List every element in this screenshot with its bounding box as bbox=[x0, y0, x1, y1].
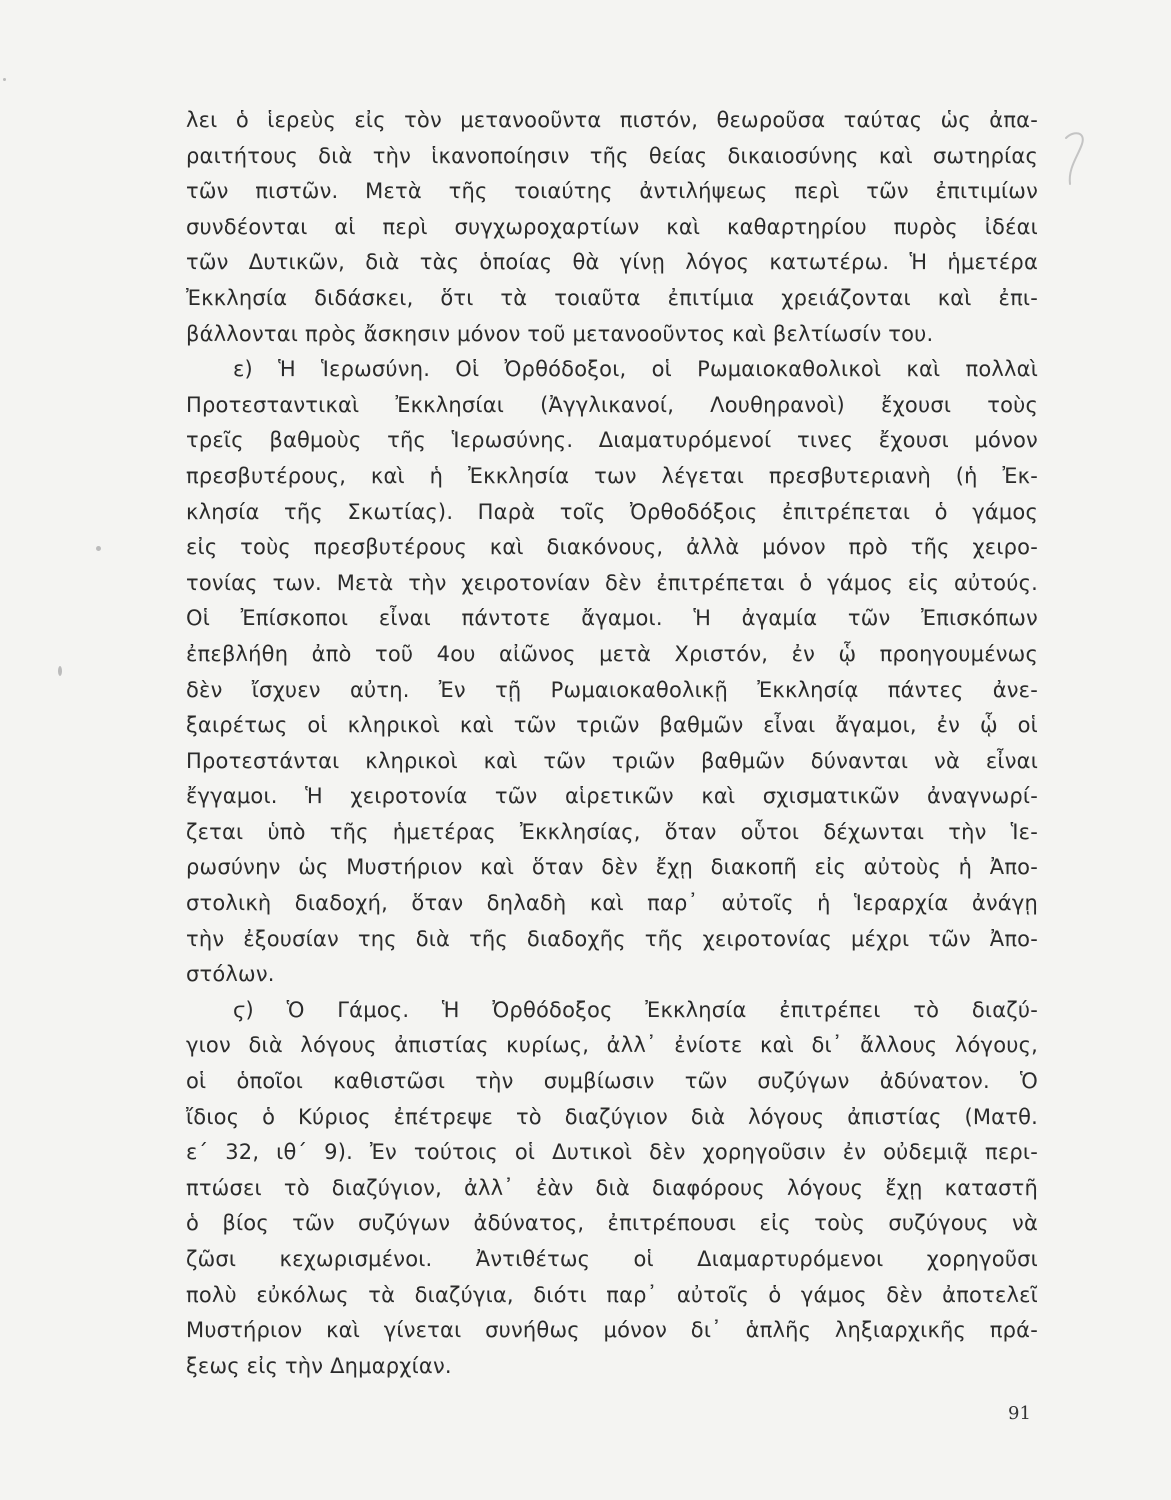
text-line: δὲν ἴσχυεν αὐτη. Ἐν τῇ Ρωμαιοκαθολικῇ Ἐκκλησίᾳ πάντες ἀνε- bbox=[186, 677, 1038, 702]
text-line: Μυστήριον καὶ γίνεται συνήθως μόνον δι᾽ ἁπλῆς ληξιαρχικῆς πρά- bbox=[186, 1318, 1038, 1343]
text-line: βάλλονται πρὸς ἄσκησιν μόνον τοῦ μετανοοῦντος καὶ βελτίωσίν του. bbox=[186, 321, 934, 346]
text-line: στόλων. bbox=[186, 962, 275, 987]
text-line: τῶν Δυτικῶν, διὰ τὰς ὁποίας θὰ γίνῃ λόγος κατωτέρω. Ἡ ἡμετέρα bbox=[186, 250, 1038, 275]
text-line: ξαιρέτως οἱ κληρικοὶ καὶ τῶν τριῶν βαθμῶν εἶναι ἄγαμοι, ἐν ᾧ οἱ bbox=[186, 713, 1038, 738]
text-line: ἴδιος ὁ Κύριος ἐπέτρεψε τὸ διαζύγιον διὰ λόγους ἀπιστίας (Ματθ. bbox=[186, 1104, 1038, 1129]
text-line: γιον διὰ λόγους ἀπιστίας κυρίως, ἀλλ᾽ ἐνίοτε καὶ δι᾽ ἄλλους λόγους, bbox=[186, 1033, 1038, 1058]
text-line: Ἐκκλησία διδάσκει, ὅτι τὰ τοιαῦτα ἐπιτίμια χρειάζονται καὶ ἐπι- bbox=[186, 285, 1038, 310]
text-line: κλησία τῆς Σκωτίας). Παρὰ τοῖς Ὀρθοδόξοις ἐπιτρέπεται ὁ γάμος bbox=[186, 499, 1038, 524]
text-line: συνδέονται αἱ περὶ συγχωροχαρτίων καὶ καθαρτηρίου πυρὸς ἰδέαι bbox=[186, 214, 1038, 239]
text-line: Οἱ Ἐπίσκοποι εἶναι πάντοτε ἄγαμοι. Ἡ ἀγαμία τῶν Ἐπισκόπων bbox=[186, 606, 1038, 631]
paper-speck bbox=[96, 546, 101, 551]
text-line: τῶν πιστῶν. Μετὰ τῆς τοιαύτης ἀντιλήψεως περὶ τῶν ἐπιτιμίων bbox=[186, 179, 1038, 204]
text-line: πρεσβυτέρους, καὶ ἡ Ἐκκλησία των λέγεται πρεσβυτεριανὴ (ἡ Ἐκ- bbox=[186, 463, 1038, 488]
text-line: Προτεσταντικαὶ Ἐκκλησίαι (Ἀγγλικανοί, Λουθηρανοὶ) ἔχουσι τοὺς bbox=[186, 392, 1038, 417]
text-line: πτώσει τὸ διαζύγιον, ἀλλ᾽ ἐὰν διὰ διαφόρους λόγους ἔχῃ καταστῆ bbox=[186, 1175, 1038, 1200]
text-line: τρεῖς βαθμοὺς τῆς Ἱερωσύνης. Διαματυρόμενοί τινες ἔχουσι μόνον bbox=[186, 428, 1038, 453]
text-line: οἱ ὁποῖοι καθιστῶσι τὴν συμβίωσιν τῶν συζύγων ἀδύνατον. Ὁ bbox=[186, 1069, 1038, 1094]
text-line: πολὺ εὐκόλως τὰ διαζύγια, διότι παρ᾽ αὐτοῖς ὁ γάμος δὲν ἀποτελεῖ bbox=[186, 1282, 1038, 1307]
text-line: ὁ βίος τῶν συζύγων ἀδύνατος, ἐπιτρέπουσι εἰς τοὺς συζύγους νὰ bbox=[186, 1211, 1038, 1236]
text-line: εἰς τοὺς πρεσβυτέρους καὶ διακόνους, ἀλλὰ μόνον πρὸ τῆς χειρο- bbox=[186, 535, 1038, 560]
section-heading-line: ϛ) Ὁ Γάμος. Ἡ Ὀρθόδοξος Ἐκκλησία ἐπιτρέπει τὸ διαζύ- bbox=[233, 997, 1038, 1022]
text-line: λει ὁ ἱερεὺς εἰς τὸν μετανοοῦντα πιστόν, θεωροῦσα ταύτας ὡς ἀπα- bbox=[186, 108, 1038, 132]
paper-speck bbox=[3, 78, 6, 81]
text-line: τὴν ἐξουσίαν της διὰ τῆς διαδοχῆς τῆς χειροτονίας μέχρι τῶν Ἀπο- bbox=[186, 926, 1038, 951]
pencil-margin-mark bbox=[1060, 128, 1094, 188]
text-line: ἔγγαμοι. Ἡ χειροτονία τῶν αἱρετικῶν καὶ σχισματικῶν ἀναγνωρί- bbox=[186, 784, 1038, 809]
section-heading-line: ε) Ἡ Ἱερωσύνη. Οἱ Ὀρθόδοξοι, οἱ Ρωμαιοκαθολικοὶ καὶ πολλαὶ bbox=[233, 357, 1038, 382]
text-line: ζῶσι κεχωρισμένοι. Ἀντιθέτως οἱ Διαμαρτυρόμενοι χορηγοῦσι bbox=[186, 1247, 1038, 1271]
paper-speck bbox=[58, 666, 62, 676]
text-line: ραιτήτους διὰ τὴν ἱκανοποίησιν τῆς θείας δικαιοσύνης καὶ σωτηρίας bbox=[186, 143, 1038, 168]
body-text bbox=[186, 103, 1038, 1384]
text-line: ζεται ὑπὸ τῆς ἡμετέρας Ἐκκλησίας, ὅταν οὗτοι δέχωνται τὴν Ἱε- bbox=[186, 819, 1038, 844]
text-line: στολικὴ διαδοχή, ὅταν δηλαδὴ καὶ παρ᾽ αὐτοῖς ἡ Ἱεραρχία ἀνάγῃ bbox=[186, 891, 1038, 916]
page-number: 91 bbox=[1008, 1403, 1031, 1424]
text-line: Προτεστάνται κληρικοὶ καὶ τῶν τριῶν βαθμῶν δύνανται νὰ εἶναι bbox=[186, 748, 1038, 773]
text-line: ξεως εἰς τὴν Δημαρχίαν. bbox=[186, 1353, 452, 1378]
text-line: ἐπεβλήθη ἀπὸ τοῦ 4ου αἰῶνος μετὰ Χριστόν, ἐν ᾧ προηγουμένως bbox=[186, 641, 1038, 666]
text-line: ρωσύνην ὡς Μυστήριον καὶ ὅταν δὲν ἔχῃ διακοπῆ εἰς αὐτοὺς ἡ Ἀπο- bbox=[186, 855, 1038, 880]
text-line: ε´ 32, ιθ´ 9). Ἐν τούτοις οἱ Δυτικοὶ δὲν χορηγοῦσιν ἐν οὐδεμιᾷ περι- bbox=[186, 1140, 1038, 1165]
text-line: τονίας των. Μετὰ τὴν χειροτονίαν δὲν ἐπιτρέπεται ὁ γάμος εἰς αὐτούς. bbox=[186, 570, 1038, 595]
